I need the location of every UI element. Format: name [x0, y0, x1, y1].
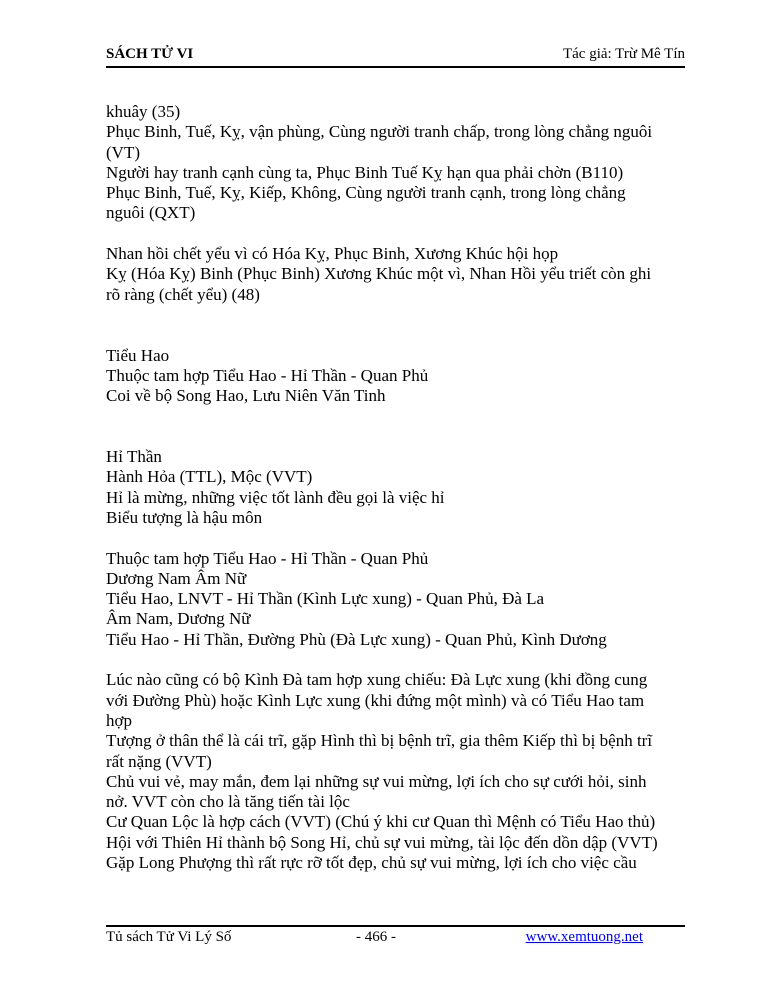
- body-line: rõ ràng (chết yểu) (48): [106, 284, 260, 304]
- section-heading-tieu-hao: Tiểu Hao: [106, 345, 170, 365]
- page-body: [106, 102, 686, 873]
- body-line: rất nặng (VVT): [106, 751, 212, 771]
- website-link[interactable]: www.xemtuong.net: [525, 929, 643, 945]
- body-line: Kỵ (Hóa Kỵ) Binh (Phục Binh) Xương Khúc một vì, Nhan Hồi yểu triết còn ghi: [106, 264, 652, 284]
- body-line: Gặp Long Phượng thì rất rực rỡ tốt đẹp, chủ sự vui mừng, lợi ích cho việc cầu: [106, 852, 637, 872]
- body-line: Chủ vui vẻ, may mắn, đem lại những sự vui mừng, lợi ích cho sự cưới hỏi, sinh: [106, 771, 647, 791]
- section-gap: [106, 406, 686, 447]
- body-line: Tiểu Hao, LNVT - Hỉ Thần (Kình Lực xung) - Quan Phủ, Đà La: [106, 589, 545, 609]
- section-heading-hi-than: Hỉ Thần: [106, 447, 162, 467]
- body-line: Tượng ở thân thể là cái trĩ, gặp Hình thì bị bệnh trĩ, gia thêm Kiếp thì bị bệnh trĩ: [106, 731, 653, 751]
- body-line: (VT): [106, 142, 140, 162]
- series-title: Tủ sách Tử Vi Lý Số: [106, 929, 232, 945]
- body-line: Lúc nào cũng có bộ Kình Đà tam hợp xung chiếu: Đà Lực xung (khi đồng cung: [106, 670, 648, 690]
- body-line: Âm Nam, Dương Nữ: [106, 609, 251, 629]
- body-line: khuây (35): [106, 102, 181, 121]
- body-line: Thuộc tam hợp Tiểu Hao - Hỉ Thần - Quan Phủ: [106, 365, 429, 385]
- page-footer: [106, 925, 685, 953]
- page-header: [106, 44, 685, 68]
- body-line: Biểu tượng là hậu môn: [106, 507, 263, 527]
- paragraph-gap: [106, 224, 686, 244]
- body-line: Tiểu Hao - Hỉ Thần, Đường Phù (Đà Lực xung) - Quan Phủ, Kình Dương: [106, 629, 607, 649]
- body-line: Nhan hồi chết yểu vì có Hóa Kỵ, Phục Binh, Xương Khúc hội họp: [106, 244, 559, 264]
- section-gap: [106, 305, 686, 346]
- body-line: Phục Binh, Tuế, Kỵ, vận phùng, Cùng người tranh chấp, trong lòng chẳng nguôi: [106, 122, 653, 142]
- author-label: Tác giả: Trừ Mê Tín: [562, 46, 685, 62]
- body-line: với Đường Phù) hoặc Kình Lực xung (khi đứng một mình) và có Tiểu Hao tam: [106, 690, 645, 710]
- body-line: Dương Nam Âm Nữ: [106, 568, 247, 588]
- paragraph-gap: [106, 650, 686, 670]
- page-number: - 466 -: [356, 929, 396, 945]
- body-line: Phục Binh, Tuế, Kỵ, Kiếp, Không, Cùng người tranh cạnh, trong lòng chẳng: [106, 183, 626, 203]
- body-line: Thuộc tam hợp Tiểu Hao - Hỉ Thần - Quan Phủ: [106, 548, 429, 568]
- body-line: nở. VVT còn cho là tăng tiến tài lộc: [106, 792, 350, 812]
- body-line: Hỉ là mừng, những việc tốt lành đều gọi là việc hỉ: [106, 487, 445, 507]
- body-line: Người hay tranh cạnh cùng ta, Phục Binh Tuế Kỵ hạn qua phải chờn (B110): [106, 162, 624, 182]
- body-line: Coi về bộ Song Hao, Lưu Niên Văn Tinh: [106, 386, 386, 406]
- book-title: SÁCH TỬ VI: [106, 46, 194, 62]
- paragraph-gap: [106, 528, 686, 548]
- body-line: hợp: [106, 710, 132, 730]
- body-line: Hội với Thiên Hỉ thành bộ Song Hỉ, chủ sự vui mừng, tài lộc đến dồn dập (VVT): [106, 832, 658, 852]
- body-line: Cư Quan Lộc là hợp cách (VVT) (Chú ý khi cư Quan thì Mệnh có Tiểu Hao thủ): [106, 812, 656, 832]
- body-line: nguôi (QXT): [106, 203, 196, 223]
- body-line: Hành Hỏa (TTL), Mộc (VVT): [106, 467, 313, 487]
